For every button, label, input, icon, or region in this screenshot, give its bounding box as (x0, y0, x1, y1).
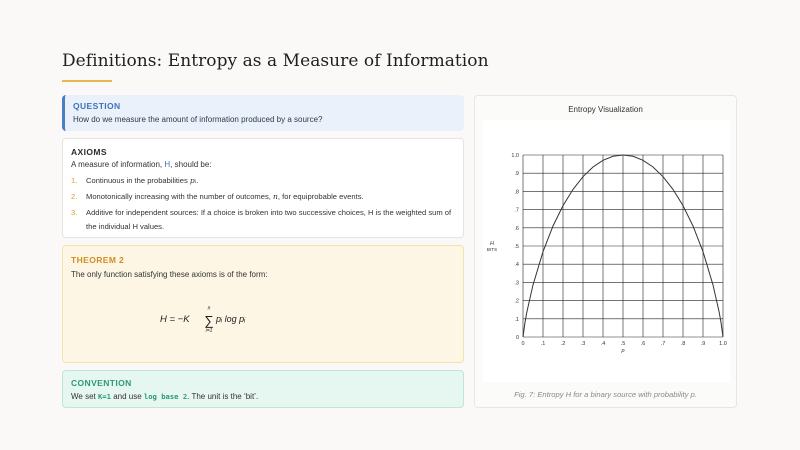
visualization-title: Entropy Visualization (568, 105, 643, 114)
x-tick-label: .1 (540, 341, 546, 347)
convention-post: . The unit is the ‘bit’. (187, 392, 259, 401)
formula-lhs: H = −K (160, 314, 190, 325)
x-axis-label: p (621, 348, 625, 354)
x-tick-label: .7 (660, 341, 666, 347)
convention-label: CONVENTION (71, 378, 132, 388)
x-tick-label: .5 (620, 341, 626, 347)
axiom-text: Continuous in the probabilities (86, 176, 190, 185)
x-tick-label: .4 (600, 341, 606, 347)
entropy-chart (483, 120, 730, 382)
axiom-symbol: n (273, 192, 278, 201)
axioms-intro-symbol: H (164, 160, 171, 169)
axiom-number: 3. (71, 208, 78, 217)
convention-code-k: K=1 (97, 392, 111, 401)
question-label: QUESTION (73, 101, 121, 111)
x-tick-label: .6 (640, 341, 646, 347)
question-text: How do we measure the amount of information produced by a source? (73, 115, 323, 124)
visualization-card (474, 95, 737, 408)
y-tick-label: .3 (514, 280, 519, 287)
axiom-text: Additive for independent sources: If a choice is broken into two successive choices, H is the weighted sum of the individual H values. (86, 208, 452, 231)
axiom-item (71, 190, 456, 204)
axiom-item (71, 206, 456, 234)
figure-caption: Fig. 7: Entropy H for a binary source with probability p. (514, 390, 697, 399)
question-card (62, 95, 464, 131)
convention-code-log: log base 2 (143, 392, 188, 401)
axiom-number: 2. (71, 192, 78, 201)
page-title: Definitions: Entropy as a Measure of Information (62, 51, 489, 71)
x-tick-label: .2 (560, 341, 566, 347)
axioms-label: AXIOMS (71, 147, 107, 157)
y-tick-label: .4 (514, 262, 519, 269)
theorem-card (62, 245, 464, 363)
theorem-text: The only function satisfying these axioms is of the form: (71, 270, 268, 279)
y-tick-label: .6 (514, 225, 519, 232)
y-tick-label: .5 (514, 244, 519, 250)
x-tick-label: 1.0 (719, 341, 727, 347)
convention-card (62, 370, 464, 408)
axioms-card (62, 138, 464, 238)
x-tick-label: 0 (521, 341, 525, 347)
formula-sigma: ∑ (204, 313, 214, 328)
formula-sum-top: n (207, 305, 211, 312)
axiom-text-end: . (196, 176, 199, 185)
axioms-intro-suffix: , should be: (170, 160, 212, 169)
formula-sum-bottom: i=1 (205, 328, 213, 333)
x-tick-label: .3 (580, 341, 586, 347)
theorem-label: THEOREM 2 (71, 255, 125, 265)
axioms-intro-prefix: A measure of information, (71, 160, 165, 169)
convention-text (71, 392, 258, 401)
y-tick-label: 1.0 (511, 153, 519, 159)
y-tick-label: .2 (514, 298, 519, 305)
title-underline (62, 80, 112, 82)
y-tick-label: .1 (514, 316, 519, 323)
axiom-text: Monotonically increasing with the number of outcomes, (86, 192, 273, 201)
y-tick-label: 0 (515, 335, 519, 341)
y-axis-label: H (490, 241, 494, 247)
axiom-item (71, 174, 456, 188)
convention-mid: and use (110, 392, 144, 401)
x-tick-label: .9 (700, 341, 706, 347)
y-tick-label: .7 (514, 207, 519, 214)
axiom-symbol: pᵢ (189, 176, 197, 185)
convention-pre: We set (71, 392, 98, 401)
y-axis-unit-label: BITS (486, 247, 498, 252)
visualization-panel (483, 120, 730, 382)
axiom-text-end: , for equiprobable events. (277, 192, 364, 201)
entropy-formula (160, 303, 250, 333)
formula-term: pᵢ log pᵢ (216, 314, 246, 324)
x-tick-label: .8 (680, 341, 686, 347)
y-tick-label: .8 (514, 189, 519, 196)
axioms-intro (71, 160, 212, 169)
axiom-number: 1. (71, 176, 78, 185)
y-tick-label: .9 (514, 171, 519, 178)
